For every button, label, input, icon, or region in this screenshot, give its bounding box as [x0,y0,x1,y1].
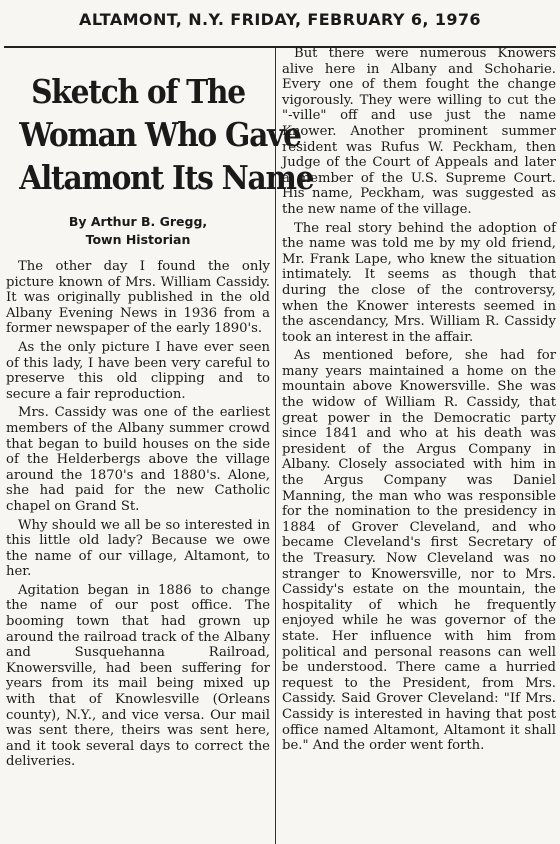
paragraph: The real story behind the adoption of the name was told me by my old friend, Mr. Frank Lape, who knew the situation intimately. It seems as though that during the close of the controversy, when the Knower interests seemed in the ascendancy, Mrs. William R. Cassidy took an interest in the affair. [282,220,556,345]
headline-line-3: Altamont Its Name [19,158,314,197]
headline-line-2: Woman Who Gave [19,115,301,154]
byline [6,213,270,249]
paragraph: As the only picture I have ever seen of this lady, I have been very careful to preserve this old clipping and to secure a fair reproduction. [6,339,270,402]
article-headline [19,70,314,199]
right-body-text [282,46,556,754]
paragraph: Mrs. Cassidy was one of the earliest members of the Albany summer crowd that began to build houses on the side of the Helderbergs above the village around the 1870's and 1880's. Alone, she had paid for the new Catholic chapel on Grand St. [6,405,270,514]
paragraph: Agitation began in 1886 to change the name of our post office. The booming town that had grown up around the railroad track of the Albany and Susquehanna Railroad, Knowersville, had been suffering for years from its mail being mixed up with that of Knowlesville (Orleans county), N.Y., and vice versa. Our mail was sent there, theirs was sent here, and it took several days to correct the deliveries. [6,582,270,770]
headline-line-1: Sketch of The [31,72,245,111]
paragraph: The other day I found the only picture known of Mrs. William Cassidy. It was originally published in the old Albany Evening News in 1936 from a former newspaper of the early 1890's. [6,259,270,337]
left-column [6,60,314,773]
byline-title: Town Historian [85,232,191,247]
right-column [282,46,556,757]
byline-author: By Arthur B. Gregg, [68,214,208,229]
paragraph: As mentioned before, she had for many years maintained a home on the mountain above Knowersville. She was the widow of William R. Cassidy, that great power in the Democratic party since 1841 and who at his death was president of the Argus Company in Albany. Closely associated with him in the Argus Company was Daniel Manning, the man who was responsible for the nomination to the presidency in 1884 of Grover Cleveland, and who became Cleveland's first Secretary of the Treasury. Now Cleveland was no stranger to Knowersville, nor to Mrs. Cassidy's estate on the mountain, the hospitality of which he frequently enjoyed while he was governor of the state. Her influence with him from political and personal reasons can well be understood. There came a hurried request to the President, from Mrs. Cassidy. Said Grover Cleveland: "If Mrs. Cassidy is interested in having that post office named Altamont, Altamont it shall be." And the order went forth. [282,348,556,754]
paragraph: But there were numerous Knowers alive here in Albany and Schoharie. Every one of them fought the change vigorously. They were willing to cut the "-ville" off and use just the name Knower. Another prominent summer resident was Rufus W. Peckham, then Judge of the Court of Appeals and later a member of the U.S. Supreme Court. His name, Peckham, was suggested as the new name of the village. [282,46,556,217]
paragraph: Why should we all be so interested in this little old lady? Because we owe the name of our village, Altamont, to her. [6,517,270,580]
left-body-text [6,259,270,770]
newspaper-masthead: ALTAMONT, N.Y. FRIDAY, FEBRUARY 6, 1976 [79,10,481,29]
